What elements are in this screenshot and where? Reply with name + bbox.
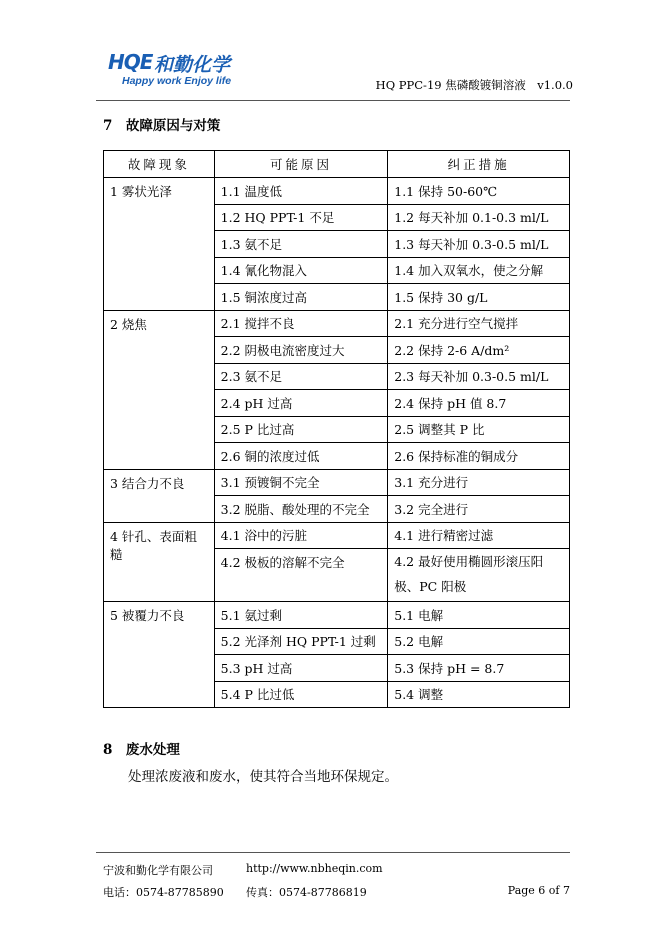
header-divider	[96, 100, 570, 101]
cause-cell: 2.3 氨不足	[214, 363, 388, 390]
footer-website[interactable]: http://www.nbheqin.com	[246, 862, 383, 875]
footer-divider	[96, 852, 570, 853]
fix-cell: 4.2 最好使用椭圆形滚压阳极、PC 阳极	[388, 549, 570, 602]
table-row	[104, 522, 570, 549]
cause-cell: 1.3 氨不足	[214, 231, 388, 258]
fix-cell: 2.5 调整其 P 比	[388, 416, 570, 443]
header-fix: 纠正措施	[388, 151, 570, 178]
symptom-cell: 3 结合力不良	[104, 469, 215, 522]
cause-cell: 4.2 极板的溶解不完全	[214, 549, 388, 602]
logo-chinese-name: 和勤化学	[154, 54, 231, 76]
cause-cell: 4.1 浴中的污脏	[214, 522, 388, 549]
section-8-heading: 8 废水处理	[103, 742, 180, 758]
footer-phone: 电话：0574-87785890	[103, 886, 224, 899]
logo-tagline: Happy work Enjoy life	[122, 75, 232, 87]
symptom-cell: 4 针孔、表面粗糙	[104, 522, 215, 602]
cause-cell: 5.4 P 比过低	[214, 681, 388, 708]
cause-cell: 2.6 铜的浓度过低	[214, 443, 388, 470]
cause-cell: 5.1 氨过剩	[214, 602, 388, 629]
cause-cell: 1.4 氰化物混入	[214, 257, 388, 284]
header-cause: 可能原因	[214, 151, 388, 178]
cause-cell: 1.5 铜浓度过高	[214, 284, 388, 311]
cause-cell: 2.2 阴极电流密度过大	[214, 337, 388, 364]
cause-cell: 2.5 P 比过高	[214, 416, 388, 443]
fix-cell: 1.2 每天补加 0.1-0.3 ml/L	[388, 204, 570, 231]
fault-table	[103, 150, 570, 708]
footer-fax: 传真：0574-87786819	[246, 886, 367, 899]
fix-cell: 3.2 完全进行	[388, 496, 570, 523]
cause-cell: 3.2 脱脂、酸处理的不完全	[214, 496, 388, 523]
cause-cell: 1.1 温度低	[214, 178, 388, 205]
cause-cell: 5.3 pH 过高	[214, 655, 388, 682]
logo-mark: HQE	[108, 50, 153, 74]
cause-cell: 1.2 HQ PPT-1 不足	[214, 204, 388, 231]
fix-cell: 2.2 保持 2-6 A/dm²	[388, 337, 570, 364]
symptom-cell: 2 烧焦	[104, 310, 215, 469]
table-header-row	[104, 151, 570, 178]
document-title: HQ PPC-19 焦磷酸镀铜溶液 v1.0.0	[375, 78, 573, 92]
fix-cell: 2.3 每天补加 0.3-0.5 ml/L	[388, 363, 570, 390]
cause-cell: 2.4 pH 过高	[214, 390, 388, 417]
table-row	[104, 602, 570, 629]
fix-cell: 3.1 充分进行	[388, 469, 570, 496]
section-7-heading: 7 故障原因与对策	[103, 118, 221, 134]
cause-cell: 5.2 光泽剂 HQ PPT-1 过剩	[214, 628, 388, 655]
table-row	[104, 469, 570, 496]
cause-cell: 3.1 预镀铜不完全	[214, 469, 388, 496]
symptom-cell: 5 被覆力不良	[104, 602, 215, 708]
fix-cell: 5.4 调整	[388, 681, 570, 708]
header-symptom: 故障现象	[104, 151, 215, 178]
fix-cell: 1.5 保持 30 g/L	[388, 284, 570, 311]
table-row	[104, 178, 570, 205]
fix-cell: 2.6 保持标准的铜成分	[388, 443, 570, 470]
fix-cell: 1.3 每天补加 0.3-0.5 ml/L	[388, 231, 570, 258]
fix-cell: 2.1 充分进行空气搅拌	[388, 310, 570, 337]
footer-company: 宁波和勤化学有限公司	[103, 864, 213, 877]
symptom-cell: 1 雾状光泽	[104, 178, 215, 311]
fix-cell: 5.3 保持 pH = 8.7	[388, 655, 570, 682]
fix-cell: 1.1 保持 50-60℃	[388, 178, 570, 205]
table-row	[104, 310, 570, 337]
fix-cell: 2.4 保持 pH 值 8.7	[388, 390, 570, 417]
section-8-text: 处理浓废液和废水，使其符合当地环保规定。	[128, 769, 398, 785]
fix-cell: 1.4 加入双氧水，使之分解	[388, 257, 570, 284]
fix-cell: 5.2 电解	[388, 628, 570, 655]
fix-cell: 5.1 电解	[388, 602, 570, 629]
company-logo	[108, 50, 268, 90]
fix-cell: 4.1 进行精密过滤	[388, 522, 570, 549]
footer-page-number: Page 6 of 7	[507, 884, 570, 897]
cause-cell: 2.1 搅拌不良	[214, 310, 388, 337]
